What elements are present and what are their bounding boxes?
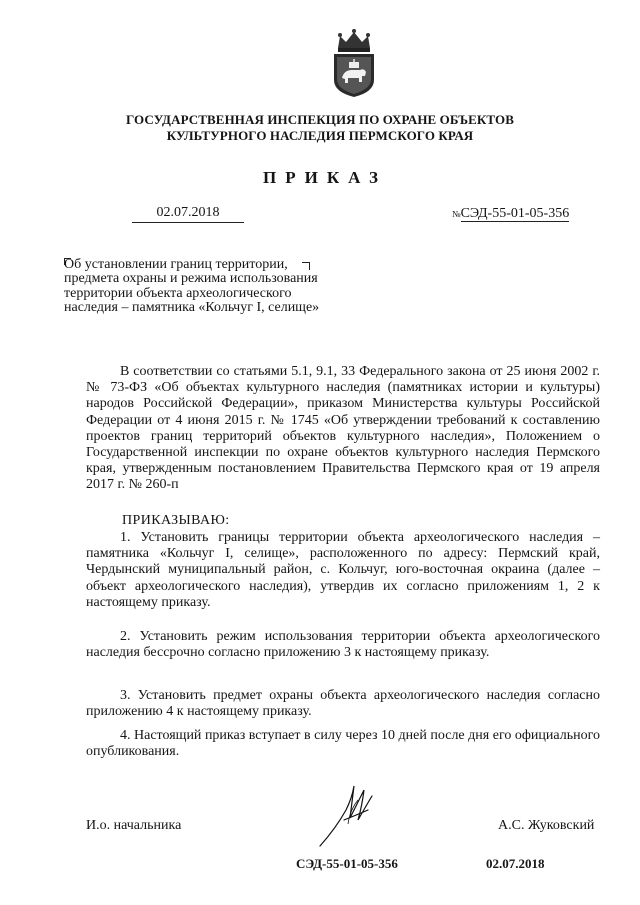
organization-name-line-2: КУЛЬТУРНОГО НАСЛЕДИЯ ПЕРМСКОГО КРАЯ [166, 128, 474, 143]
document-subject: Об установлении границ территории, предмета охраны и режима использования территории объекта археологического наследия – памятника «Кольчуг I, селище» [64, 257, 320, 316]
order-word: ПРИКАЗЫВАЮ: [122, 513, 230, 528]
registration-number: СЭД-55-01-05-356 [296, 856, 398, 871]
organization-name-line-1: ГОСУДАРСТВЕННАЯ ИНСПЕКЦИЯ ПО ОХРАНЕ ОБЪЕКТОВ [125, 112, 515, 127]
order-item-1: 1. Установить границы территории объекта археологического наследия – памятника «Кольчуг I, селище», расположенного по адресу: Пермский край, Чердынский муниципальный район, с. Кольчуг, юго-восточная окраина (далее – объект археологического наследия), утвердив их согласно приложениям 1, 2 к настоящему приказу. [86, 530, 600, 610]
document-number-value: СЭД-55-01-05-356 [460, 206, 570, 221]
order-item-2: 2. Установить режим использования территории объекта археологического наследия бессрочно согласно приложению 3 к настоящему приказу. [86, 629, 600, 661]
number-sign: № [452, 209, 461, 219]
registration-date: 02.07.2018 [486, 856, 545, 871]
handwritten-signature [300, 780, 400, 850]
signatory-position: И.о. начальника [86, 818, 182, 833]
document-number [452, 205, 569, 223]
order-item-4: 4. Настоящий приказ вступает в силу через 10 дней после дня его официального опубликования. [86, 728, 600, 760]
document-type-title: ПРИКАЗ [263, 168, 387, 187]
signatory-name: А.С. Жуковский [498, 818, 595, 833]
preamble-paragraph: В соответствии со статьями 5.1, 9.1, 33 Федерального закона от 25 июня 2002 г. № 73-ФЗ «Об объектах культурного наследия (памятниках истории и культуры) народов Российской Федерации», приказом Министерства культуры Российской Федерации от 4 июня 2015 г. № 1745 «Об утверждении требований к составлению проектов границ территорий объектов культурного наследия», Положением о Государственной инспекции по охране объектов культурного наследия Пермского края, утвержденным постановлением Правительства Пермского края от 19 апреля 2017 г. № 260-п [86, 364, 600, 493]
order-item-3: 3. Установить предмет охраны объекта археологического наследия согласно приложению 4 к настоящему приказу. [86, 688, 600, 720]
document-date: 02.07.2018 [132, 204, 244, 223]
perm-krai-coat-of-arms-icon [330, 28, 378, 98]
